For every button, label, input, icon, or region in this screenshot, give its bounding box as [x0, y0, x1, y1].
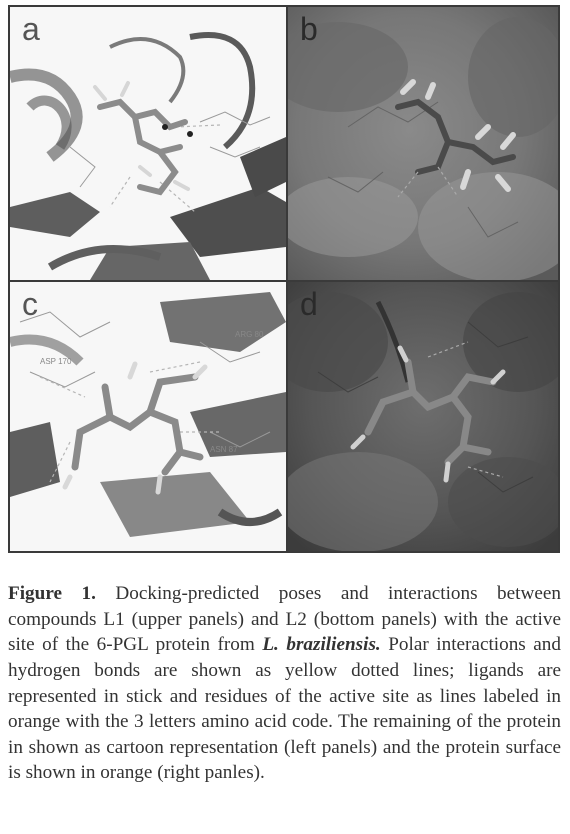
residue-label: ASN 87: [210, 445, 238, 454]
panel-label-b: b: [300, 11, 318, 47]
caption-label: Figure 1.: [8, 583, 96, 605]
panel-a-graphic: [10, 7, 286, 280]
caption-text-part-2: Polar interactions and hydrogen bonds are shown as yellow dotted lines; ligands are represented in stick and residues of the active site as lines labeled in orange with the 3 letters amino acid code. The remaining of the protein in shown as cartoon representation (left panels) and the protein surface is shown in orange (right panles).: [8, 634, 561, 784]
panel-c: [10, 282, 286, 551]
figure-1-image: [8, 5, 560, 553]
panel-label-c: c: [22, 286, 38, 322]
caption-text-part-1: Docking-predicted poses and interactions between compounds L1 (upper panels) and L2 (bottom panels) with the active site of the 6-PGL protein from: [8, 583, 561, 656]
figure-caption: [8, 581, 561, 786]
panel-d: [288, 282, 558, 551]
caption-species: L. braziliensis.: [262, 634, 381, 656]
panel-b-graphic: [288, 7, 558, 280]
panel-label-d: d: [300, 286, 318, 322]
panel-b: [288, 7, 558, 280]
panel-c-graphic: [10, 282, 286, 551]
panel-label-a: a: [22, 11, 40, 47]
panel-a: [10, 7, 286, 280]
residue-label: ASP 170: [40, 357, 72, 366]
residue-label: ARG 80: [235, 330, 264, 339]
panel-d-graphic: [288, 282, 558, 551]
